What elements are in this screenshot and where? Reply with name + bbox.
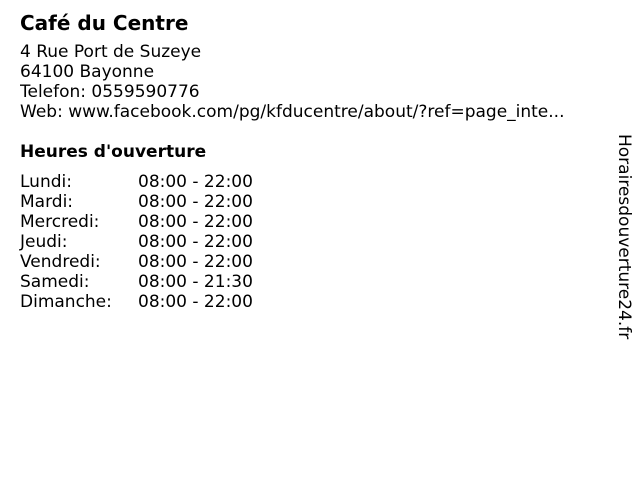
time-range: 08:00 - 22:00: [138, 172, 253, 192]
time-range: 08:00 - 21:30: [138, 272, 253, 292]
day-label: Vendredi:: [20, 252, 101, 272]
hours-row-friday: [20, 252, 600, 272]
day-label: Mardi:: [20, 192, 74, 212]
day-label: Dimanche:: [20, 292, 112, 312]
hours-row-tuesday: [20, 192, 600, 212]
day-label: Jeudi:: [20, 232, 68, 252]
opening-hours-heading: Heures d'ouverture: [20, 142, 207, 162]
day-label: Lundi:: [20, 172, 72, 192]
time-range: 08:00 - 22:00: [138, 292, 253, 312]
hours-row-saturday: [20, 272, 600, 292]
hours-row-wednesday: [20, 212, 600, 232]
site-watermark: Horairesdouverture24.fr: [614, 134, 634, 340]
time-range: 08:00 - 22:00: [138, 192, 253, 212]
phone-number: Telefon: 0559590776: [20, 82, 200, 102]
time-range: 08:00 - 22:00: [138, 212, 253, 232]
hours-row-sunday: [20, 292, 600, 312]
business-name: Café du Centre: [20, 11, 189, 35]
business-card: [20, 10, 600, 312]
time-range: 08:00 - 22:00: [138, 252, 253, 272]
opening-hours-table: [20, 172, 600, 312]
hours-row-thursday: [20, 232, 600, 252]
day-label: Mercredi:: [20, 212, 100, 232]
time-range: 08:00 - 22:00: [138, 232, 253, 252]
website-link[interactable]: Web: www.facebook.com/pg/kfducentre/about/?ref=page_inte...: [20, 102, 565, 122]
hours-row-monday: [20, 172, 600, 192]
address-city: 64100 Bayonne: [20, 62, 155, 82]
day-label: Samedi:: [20, 272, 90, 292]
address-street: 4 Rue Port de Suzeye: [20, 42, 202, 62]
